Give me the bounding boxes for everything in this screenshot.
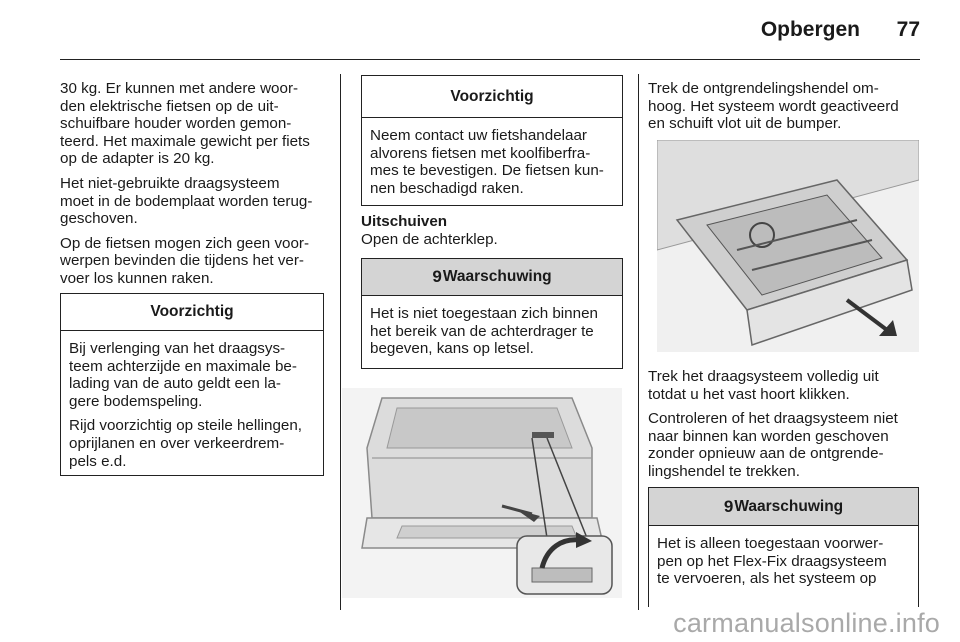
column-divider-2 [638, 74, 639, 610]
warning-title-bar [649, 488, 918, 526]
header-rule [60, 59, 920, 60]
caution-title: Voorzichtig [61, 294, 323, 331]
paragraph: Controleren of het draagsysteem niet naar binnen kan worden geschoven zonder opnieuw aan de ontgrende- lingshendel te trekken. [648, 410, 898, 480]
carrier-extend-illustration [657, 140, 919, 352]
warning-box-2 [648, 487, 919, 607]
warning-title-bar [362, 259, 622, 296]
caution-paragraph: Bij verlenging van het draagsys- teem achterzijde en maximale be- lading van de auto geldt een la- gere bodemspeling. [69, 340, 297, 410]
caution-box-2 [361, 75, 623, 206]
paragraph: Trek het draagsysteem volledig uit totdat u het vast hoort klikken. [648, 368, 879, 403]
warning-icon: 9 [432, 267, 442, 286]
paragraph: Het niet-gebruikte draagsysteem moet in de bodemplaat worden terug- geschoven. [60, 174, 313, 228]
warning-title: Waarschuwing [734, 497, 844, 515]
page-title: Opbergen [760, 18, 860, 41]
warning-box-1 [361, 258, 623, 369]
page-number: 77 [896, 18, 920, 41]
column-divider-1 [340, 74, 341, 610]
caution-box-1 [60, 293, 324, 476]
watermark: carmanualsonline.info [673, 608, 940, 638]
paragraph: Trek de ontgrendelingshendel om- hoog. Het systeem wordt geactiveerd en schuift vlot uit de bumper. [648, 80, 899, 133]
instruction: Open de achterklep. [361, 230, 498, 248]
warning-title: Waarschuwing [442, 268, 552, 285]
warning-icon: 9 [723, 496, 734, 516]
tailgate-lever-illustration [342, 388, 622, 598]
caution-paragraph: Rijd voorzichtig op steile hellingen, oprijlanen en over verkeerdrem- pels e.d. [69, 417, 303, 470]
section-extend [361, 213, 623, 248]
caution-body: Neem contact uw fietshandelaar alvorens fietsen met koolfiberfra- mes te bevestigen. De fietsen kun- nen beschadigd raken. [370, 127, 604, 197]
column-1 [60, 80, 330, 295]
paragraph: Op de fietsen mogen zich geen voor- werpen bevinden die tijdens het ver- voer los kunnen raken. [60, 234, 310, 287]
caution-title: Voorzichtig [362, 76, 622, 118]
carrier-illustration-svg [657, 140, 919, 352]
subheading: Uitschuiven [361, 213, 448, 230]
warning-body: Het is alleen toegestaan voorwer- pen op het Flex-Fix draagsysteem te vervoeren, als het systeem op [657, 535, 887, 588]
column-3-text [648, 368, 923, 488]
caution-body [61, 331, 323, 470]
paragraph: 30 kg. Er kunnen met andere woor- den elektrische fietsen op de uit- schuifbare houder worden gemon- teerd. Het maximale gewicht per fiets op de adapter is 20 kg. [60, 80, 310, 168]
tailgate-illustration-svg [342, 388, 622, 598]
warning-body: Het is niet toegestaan zich binnen het bereik van de achterdrager te begeven, kans op letsel. [370, 305, 598, 358]
